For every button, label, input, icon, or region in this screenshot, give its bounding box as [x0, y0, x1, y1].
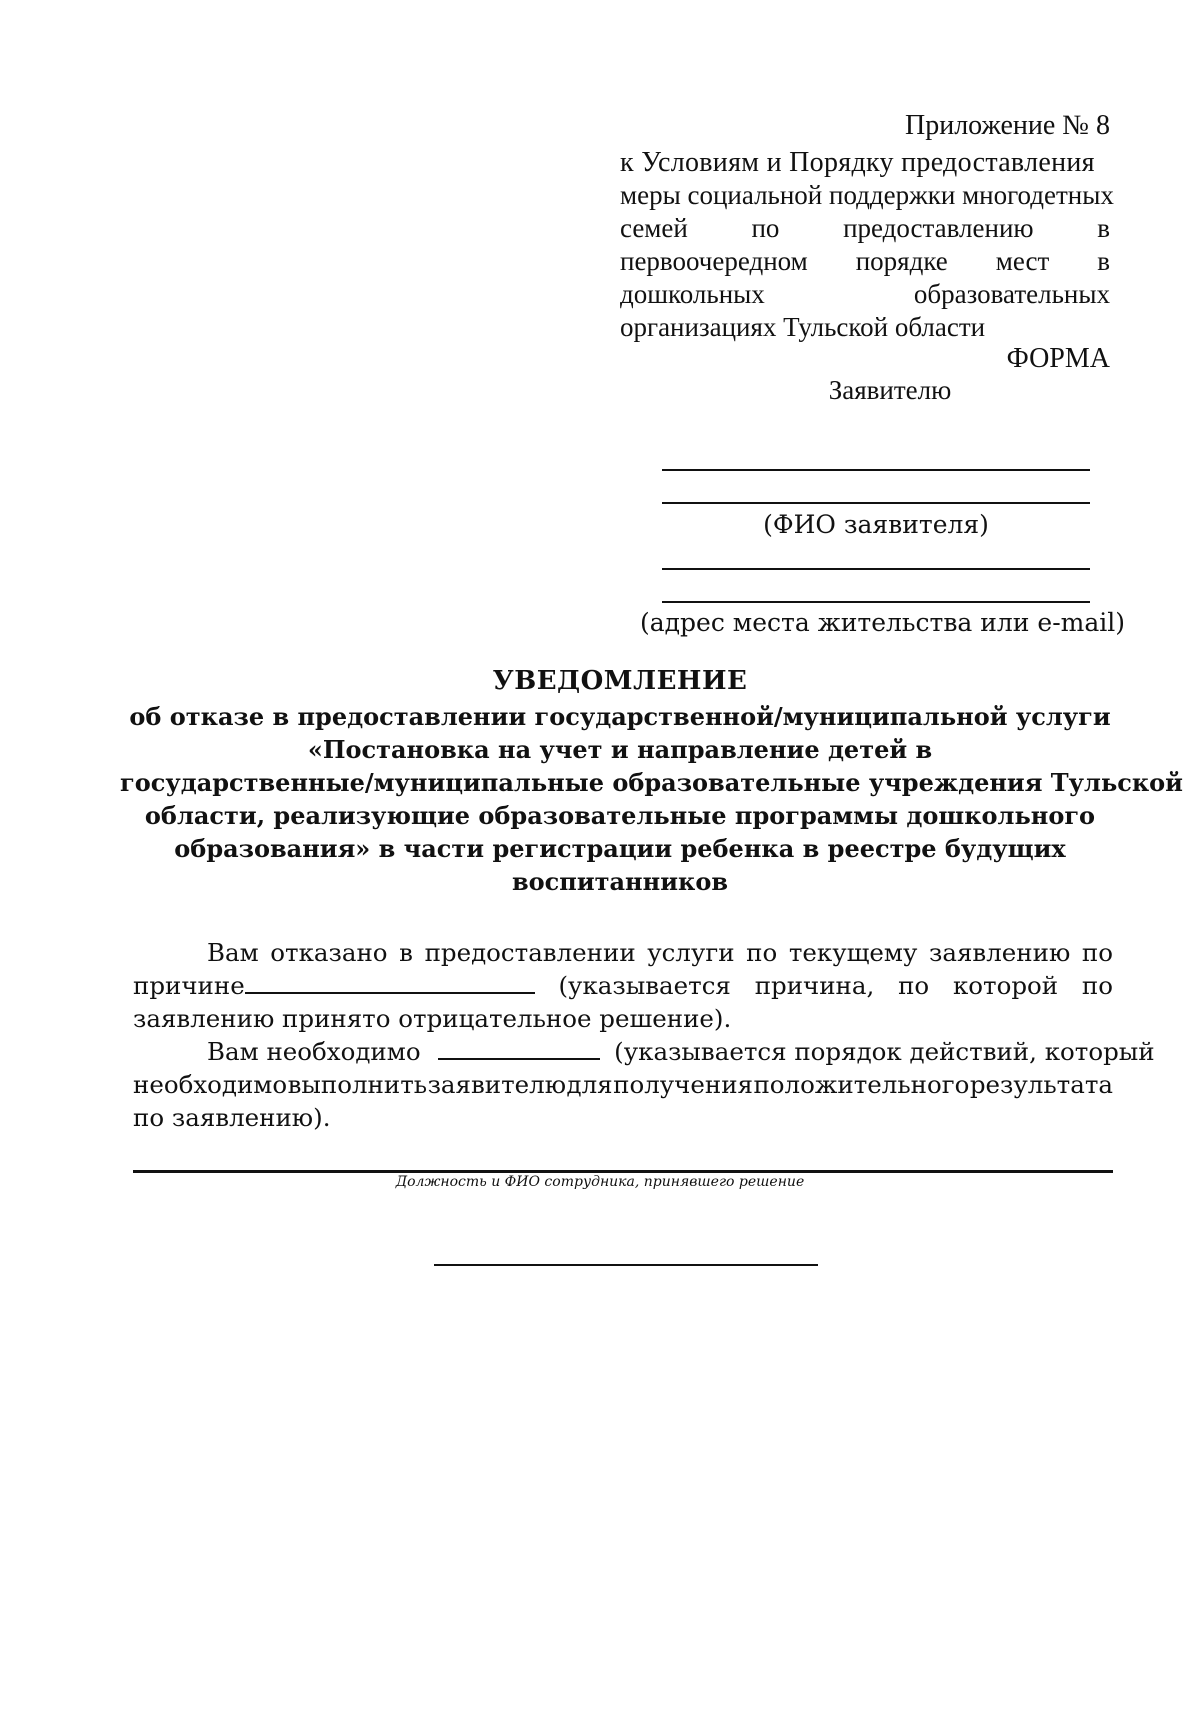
form-label: ФОРМА [1006, 343, 1110, 374]
body-word: которой [952, 971, 1059, 1000]
body-word: Вам необходимо [207, 1037, 421, 1066]
body-word: (указывается [558, 971, 731, 1000]
applicant-name-caption: (ФИО заявителя) [763, 510, 989, 539]
body-word: получения [613, 1070, 753, 1099]
appendix-word: в [1097, 213, 1110, 243]
notice-subtitle-line: «Постановка на учет и направление детей в [307, 735, 933, 764]
appendix-reference [620, 146, 1114, 344]
reason-start [133, 969, 535, 1002]
body-word: (указывается порядок действий, который [614, 1037, 1155, 1066]
notice-subtitle-line: области, реализующие образовательные программы дошкольного [144, 801, 1096, 830]
body-word: Вам [207, 938, 259, 967]
body-word: причина, [754, 971, 875, 1000]
body-word: отказано [270, 938, 388, 967]
appendix-word: порядке [855, 246, 948, 276]
appendix-title: Приложение № 8 [905, 110, 1110, 141]
body-word: положительного [753, 1070, 970, 1099]
body-line: заявлению принято отрицательное решение). [133, 1004, 732, 1033]
notice-title: УВЕДОМЛЕНИЕ [492, 666, 748, 696]
appendix-line [620, 245, 1110, 278]
appendix-word: предоставлению [843, 213, 1034, 243]
body-word: по [1081, 971, 1113, 1000]
applicant-address-blank-2 [662, 601, 1090, 603]
appendix-line: организациях Тульской области [620, 312, 986, 342]
appendix-line [620, 278, 1110, 311]
appendix-line: к Условиям и Порядку предоставления [620, 147, 1095, 178]
body-word: заявителю [427, 1070, 567, 1099]
recipient-label: Заявителю [828, 375, 952, 405]
appendix-word: дошкольных [620, 279, 765, 309]
body-line [133, 1068, 1113, 1101]
body-word: по [898, 971, 930, 1000]
body-word: по [1081, 938, 1113, 967]
body-word: заявлению [929, 938, 1071, 967]
appendix-word: первоочередном [620, 246, 808, 276]
official-position-caption: Должность и ФИО сотрудника, принявшего решение [395, 1174, 805, 1190]
applicant-address-caption: (адрес места жительства или e-mail) [640, 608, 1126, 637]
appendix-word: мест [995, 246, 1050, 276]
appendix-word: по [751, 213, 780, 243]
appendix-word: семей [620, 213, 688, 243]
appendix-line: меры социальной поддержки многодетных [620, 180, 1114, 210]
notice-subtitle-line: воспитанников [511, 867, 729, 896]
signature-blank [434, 1264, 818, 1266]
reason-blank [245, 970, 535, 994]
body-line: по заявлению). [133, 1103, 331, 1132]
applicant-address-blank-1 [662, 568, 1090, 570]
body-word: услуги [647, 938, 735, 967]
appendix-word: в [1097, 246, 1110, 276]
body-word: выполнить [287, 1070, 428, 1099]
applicant-name-blank-2 [662, 502, 1090, 504]
body-word: в [399, 938, 413, 967]
notice-subtitle-line: государственные/муниципальные образовательные учреждения Тульской [120, 768, 1183, 797]
appendix-word: образовательных [913, 279, 1110, 309]
appendix-line [620, 212, 1110, 245]
body-word: по [746, 938, 778, 967]
body-word: для [566, 1070, 613, 1099]
notice-subtitle-line: образования» в части регистрации ребенка в реестре будущих [174, 834, 1066, 863]
actions-blank [438, 1036, 600, 1060]
body-word: необходимо [133, 1070, 288, 1099]
body-word: текущему [788, 938, 918, 967]
required-actions-paragraph [133, 1035, 1155, 1134]
refusal-paragraph [133, 936, 1113, 1035]
body-line [133, 969, 1113, 1002]
body-word: причине [133, 971, 245, 1000]
body-word: предоставлении [424, 938, 636, 967]
applicant-name-blank-1 [662, 469, 1090, 471]
body-line [133, 1035, 1155, 1068]
body-line [133, 936, 1113, 969]
notice-subtitle-line: об отказе в предоставлении государственной/муниципальной услуги [129, 702, 1111, 731]
body-word: результата [969, 1070, 1113, 1099]
notice-subtitle [120, 700, 1183, 898]
